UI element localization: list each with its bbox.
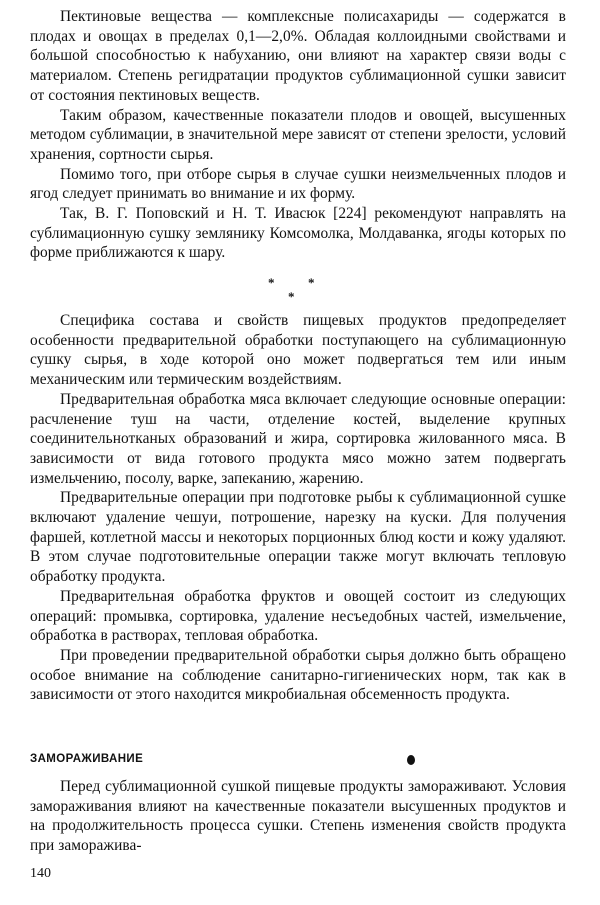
- paragraph-shape: Помимо того, при отборе сырья в случае сушки неизмельченных плодов и ягод следует принимать во внимание и их форму.: [30, 165, 566, 203]
- paragraph-meat: Предварительная обработка мяса включает следующие основные операции: расчленение туш на части, отделение костей, выделение крупных соединительнотканых образований и жира, сортировка жилованного мяса. В зависимости от вида готового продукта мясо можно затем подвергать измельчению, посолу, варке, запеканию, жарению.: [30, 390, 566, 487]
- separator-star: *: [308, 275, 315, 290]
- separator-star: *: [288, 289, 295, 304]
- middle-text-block: [30, 311, 566, 705]
- paragraph-fish: Предварительные операции при подготовке рыбы к сублимационной сушке включают удаление чешуи, потрошение, нарезку на куски. Для получения фаршей, котлетной массы и некоторых порционных блюд кости и кожу удаляют. В этом случае подготовительные операции также могут включать тепловую обработку продукта.: [30, 489, 566, 586]
- paragraph-pectin: Пектиновые вещества — комплексные полисахариды — содержатся в плодах и овощах в пределах 0,1—2,0%. Обладая коллоидными свойствами и большой способностью к набуханию, они влияют на характер связи воды с материалом. Степень регидратации продуктов сублимационной сушки зависит от состояния пектиновых веществ.: [30, 8, 566, 104]
- separator-star: *: [268, 275, 275, 290]
- paragraph-specifics: Специфика состава и свойств пищевых продуктов предопределяет особенности предварительной обработки поступающего на сублимационную сушку сырья, в ходе которой оно может подвергаться тем или иным механическим или термическим воздействиям.: [30, 312, 566, 389]
- separator-stars: [0, 270, 600, 304]
- paragraph-fruits: Предварительная обработка фруктов и овощей состоит из следующих операций: промывка, сортировка, удаление несъедобных частей, измельчение, обработка в растворах, тепловая обработка.: [30, 587, 566, 645]
- top-text-block: [30, 7, 566, 263]
- bottom-text-block: [30, 777, 566, 856]
- paragraph-sanitary: При проведении предварительной обработки сырья должно быть обращено особое внимание на соблюдение санитарно-гигиенических норм, так как в зависимости от этого находится микробиальная обсеменность продукта.: [30, 646, 566, 704]
- paragraph-freezing: Перед сублимационной сушкой пищевые продукты замораживают. Условия замораживания влияют на качественные показатели высушенных продуктов и на продолжительность процесса сушки. Степень изменения свойств продукта при заморажива-: [30, 778, 566, 855]
- ink-dot: [407, 755, 415, 765]
- section-heading: ЗАМОРАЖИВАНИЕ: [30, 753, 144, 765]
- paragraph-strawberry: Так, В. Г. Поповский и Н. Т. Ивасюк [224] рекомендуют направлять на сублимационную сушку землянику Комсомолка, Молдаванка, ягоды которых по форме приближаются к шару.: [30, 205, 566, 262]
- page-number: 140: [30, 866, 51, 881]
- paragraph-quality-indicators: Таким образом, качественные показатели плодов и овощей, высушенных методом сублимации, в значительной мере зависят от степени зрелости, условий хранения, сортности сырья.: [30, 106, 566, 163]
